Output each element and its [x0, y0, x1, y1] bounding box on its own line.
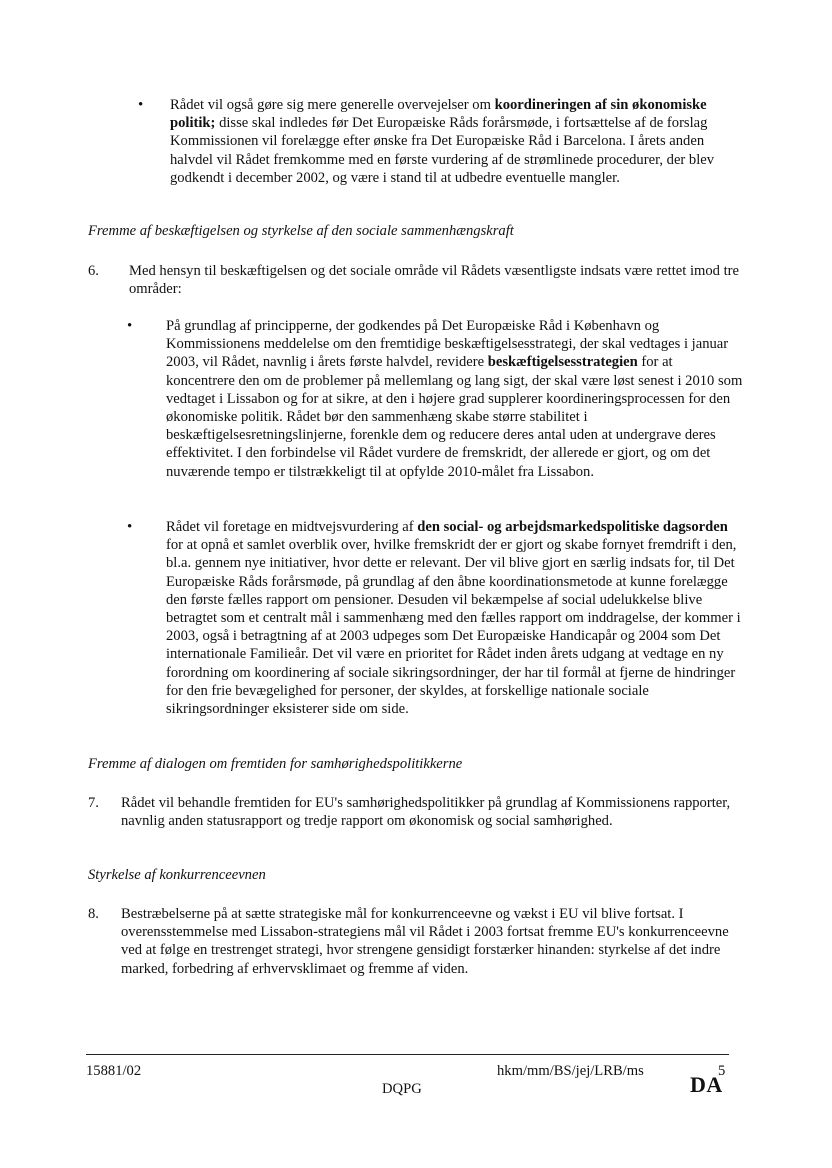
section-heading-cohesion: Fremme af dialogen om fremtiden for samhørighedspolitikkerne: [88, 756, 463, 772]
text-run: for at opnå et samlet overblik over, hvilke fremskridt der er gjort og skabe fornyet fremdrift i den, bl.a. gennem nye initiativer, hvor dette er relevant. Der vil blive gjort en særlig indsats for, til Det Europæiske Råds forårsmøde, på grundlag af den åbne koordinationsmetode at kunne forelægge den første fælles rapport om pensioner. Desuden vil bekæmpelse af social udelukkelse blive betragtet som et centralt mål i sammenhæng med den fælles rapport om inddragelse, der kommer i 2003, også i betragtning af at 2003 udpeges som Det Europæiske Handicapår og 2004 som Det internationale Familieår. Det vil være en prioritet for Rådet inden årets udgang at vedtage en ny forordning om koordinering af sociale sikringsordninger, der har til formål at fjerne de hindringer for den frie bevægelighed for personer, der skyldes, at forskellige nationale sociale sikringsordninger eksisterer side om side.: [166, 537, 741, 718]
bullet-paragraph-2: [166, 317, 744, 481]
text-run: disse skal indledes før Det Europæiske Råds forårsmøde, i fortsættelse af de forslag Kommissionen vil forelægge efter ønske fra Det Europæiske Råd i Barcelona. I årets anden halvdel vil Rådet fremkomme med en første vurdering af de strømlinede procedurer, der blev godkendt i december 2002, og være i stand til at udbedre eventuelle mangler.: [170, 115, 715, 186]
text-run: Rådet vil også gøre sig mere generelle overvejelser om: [170, 97, 495, 113]
paragraph-number: 6.: [88, 263, 99, 279]
paragraph-6: Med hensyn til beskæftigelsen og det sociale område vil Rådets væsentligste indsats være rettet imod tre områder:: [129, 263, 739, 298]
paragraph-8: Bestræbelserne på at sætte strategiske mål for konkurrenceevne og vækst i EU vil blive fortsat. I overensstemmelse med Lissabon-strategiens mål vil Rådet i 2003 fortsat fremme EU's konkurrenceevne ved at følge en trestrenget strategi, hvor strengene gensidigt forstærker hinanden: styrkelse af det indre marked, forbedring af erhvervsklimaet og fremme af viden.: [121, 906, 729, 977]
bold-phrase: den social- og arbejdsmarkedspolitiske dagsorden: [417, 519, 728, 535]
bold-phrase: beskæftigelsesstrategien: [487, 354, 638, 371]
section-heading-employment: Fremme af beskæftigelsen og styrkelse af den sociale sammenhængskraft: [88, 223, 514, 239]
section-heading-competitiveness: Styrkelse af konkurrenceevnen: [88, 867, 266, 883]
department-code: DQPG: [382, 1081, 422, 1097]
document-number: 15881/02: [86, 1063, 142, 1079]
text-run: På grundlag af principperne, der godkendes på Det Europæiske Råd i København og Kommissionens meddelelse om den fremtidige beskæftigelsesstrategi, der skal vedtages i januar 2003, vil Rådet, navnlig i årets første halvdel, revidere: [166, 318, 729, 371]
bullet-marker: •: [127, 519, 133, 535]
author-initials: hkm/mm/BS/jej/LRB/ms: [497, 1063, 644, 1079]
paragraph-number: 7.: [88, 795, 99, 811]
bullet-marker: •: [127, 318, 133, 334]
bold-phrase: koordineringen af sin økonomiske politik;: [170, 97, 707, 132]
text-run: Rådet vil foretage en midtvejsvurdering af: [166, 519, 418, 535]
bullet-paragraph-3: [166, 518, 744, 718]
page-number: 5: [718, 1063, 726, 1079]
footer-rule: [86, 1054, 729, 1055]
bullet-marker: •: [138, 97, 144, 113]
paragraph-7: Rådet vil behandle fremtiden for EU's samhørighedspolitikker på grundlag af Kommissionens rapporter, navnlig anden statusrapport og tredje rapport om økonomisk og social samhørighed.: [121, 795, 731, 830]
text-run: for at koncentrere den om de problemer på mellemlang og lang sigt, der skal være løst senest i 2010 som vedtaget i Lissabon og for at sikre, at den i højere grad supplerer koordineringsprocessen for den økonomiske politik. Rådet bør den sammenhæng skabe større stabilitet i beskæftigelsesretningslinjerne, forenkle dem og reducere deres antal uden at undergrave deres effektivitet. I den forbindelse vil Rådet vurdere de fremskridt, der allerede er gjort, og om det nuværende tempo er tilstrækkeligt til at opfylde 2010-målet fra Lissabon.: [166, 354, 743, 480]
bullet-paragraph-1: [170, 96, 738, 187]
language-code: DA: [690, 1072, 723, 1097]
paragraph-number: 8.: [88, 906, 99, 922]
